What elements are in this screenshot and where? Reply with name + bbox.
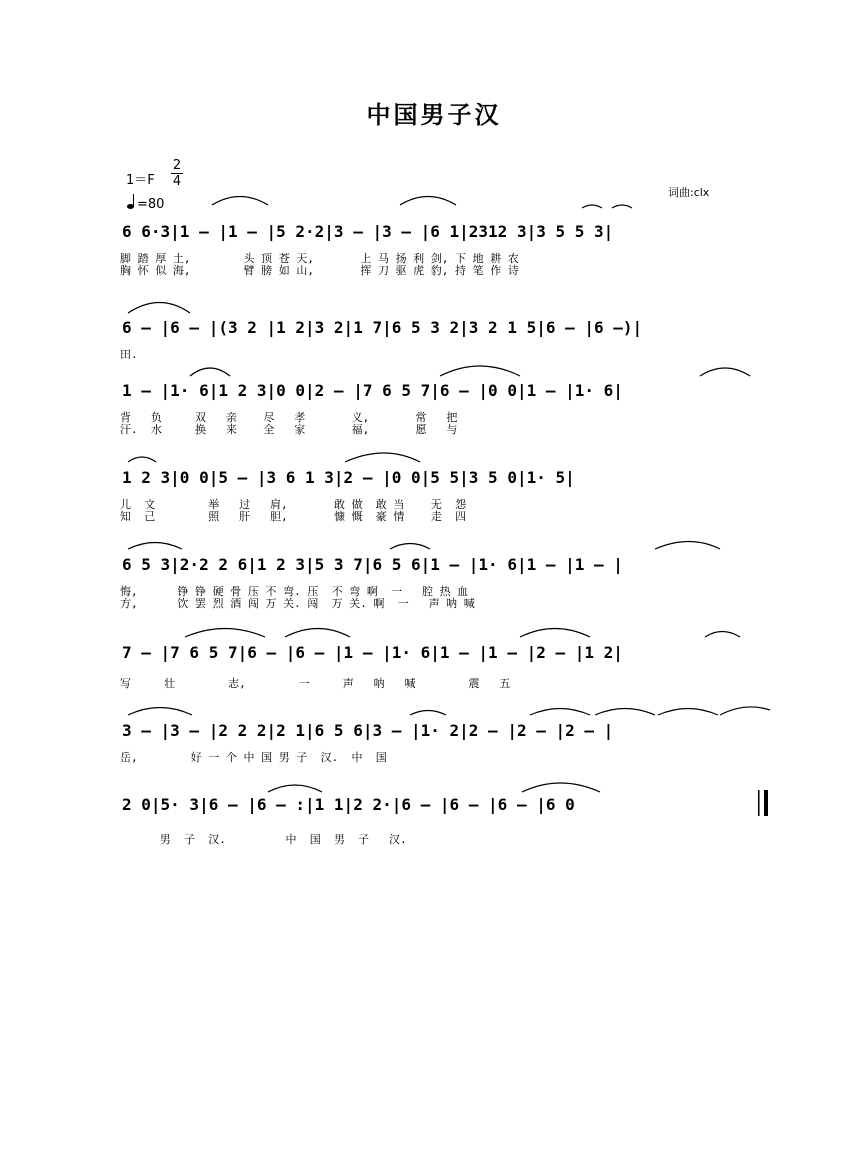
- time-signature: [171, 158, 183, 189]
- notes-line: 6 6·3|1 – |1 – |5 2·2|3 – |3 – |6 1|2312 3|3 5 5 3|: [122, 222, 614, 241]
- tempo-value: =80: [137, 197, 165, 212]
- lyrics-line: 岳, 好 一 个 中 国 男 子 汉. 中 国: [120, 751, 387, 764]
- notes-line: 3 – |3 – |2 2 2|2 1|6 5 6|3 – |1· 2|2 – |2 – |2 – |: [122, 721, 614, 740]
- notes-line: 2 0|5· 3|6 – |6 – :|1 1|2 2·|6 – |6 – |6 – |6 0: [122, 795, 575, 814]
- lyrics-verse-2: 知 己 照 肝 胆, 慷 慨 豪 情 走 四: [120, 510, 467, 523]
- notes-line: 7 – |7 6 5 7|6 – |6 – |1 – |1· 6|1 – |1 – |2 – |1 2|: [122, 643, 623, 662]
- tempo-mark: [127, 194, 164, 212]
- lyrics-verse-2: 汗. 水 换 来 全 家 福, 愿 与: [120, 423, 458, 436]
- time-signature-bottom: 4: [172, 174, 182, 189]
- composer-credit: 词曲:clx: [668, 186, 710, 199]
- lyrics-line: 写 壮 志, 一 声 呐 喊 震 五: [120, 677, 511, 690]
- note-stem: [133, 194, 134, 207]
- lyrics-line: 田.: [120, 348, 138, 361]
- lyrics-line: 男 子 汉. 中 国 男 子 汉.: [120, 833, 407, 846]
- notes-line: 1 2 3|0 0|5 – |3 6 1 3|2 – |0 0|5 5|3 5 0|1· 5|: [122, 468, 575, 487]
- lyrics-verse-1: 脚 踏 厚 土, 头 顶 苍 天, 上 马 扬 利 剑, 下 地 耕 农: [120, 252, 519, 265]
- time-signature-top: 2: [172, 158, 182, 173]
- key-signature: 1＝F: [126, 173, 155, 188]
- notes-line: 1 – |1· 6|1 2 3|0 0|2 – |7 6 5 7|6 – |0 0|1 – |1· 6|: [122, 381, 623, 400]
- page-title: 中国男子汉: [366, 100, 502, 129]
- lyrics-verse-1: 背 负 双 亲 尽 孝 义, 常 把: [120, 411, 458, 424]
- lyrics-verse-2: 胸 怀 似 海, 臂 膀 如 山, 挥 刀 驱 虎 豹, 持 笔 作 诗: [120, 264, 519, 277]
- lyrics-verse-2: 方, 饮 罢 烈 酒 闯 万 关. 闯 万 关. 啊 一 声 呐 喊: [120, 597, 475, 610]
- lyrics-verse-1: 儿 文 举 过 肩, 敢 做 敢 当 无 怨: [120, 498, 467, 511]
- notes-line: 6 5 3|2·2 2 6|1 2 3|5 3 7|6 5 6|1 – |1· 6|1 – |1 – |: [122, 555, 623, 574]
- lyrics-verse-1: 悔, 铮 铮 硬 骨 压 不 弯. 压 不 弯 啊 一 腔 热 血: [120, 585, 469, 598]
- notes-line: 6 – |6 – |(3 2 |1 2|3 2|1 7|6 5 3 2|3 2 1 5|6 – |6 –)|: [122, 318, 643, 337]
